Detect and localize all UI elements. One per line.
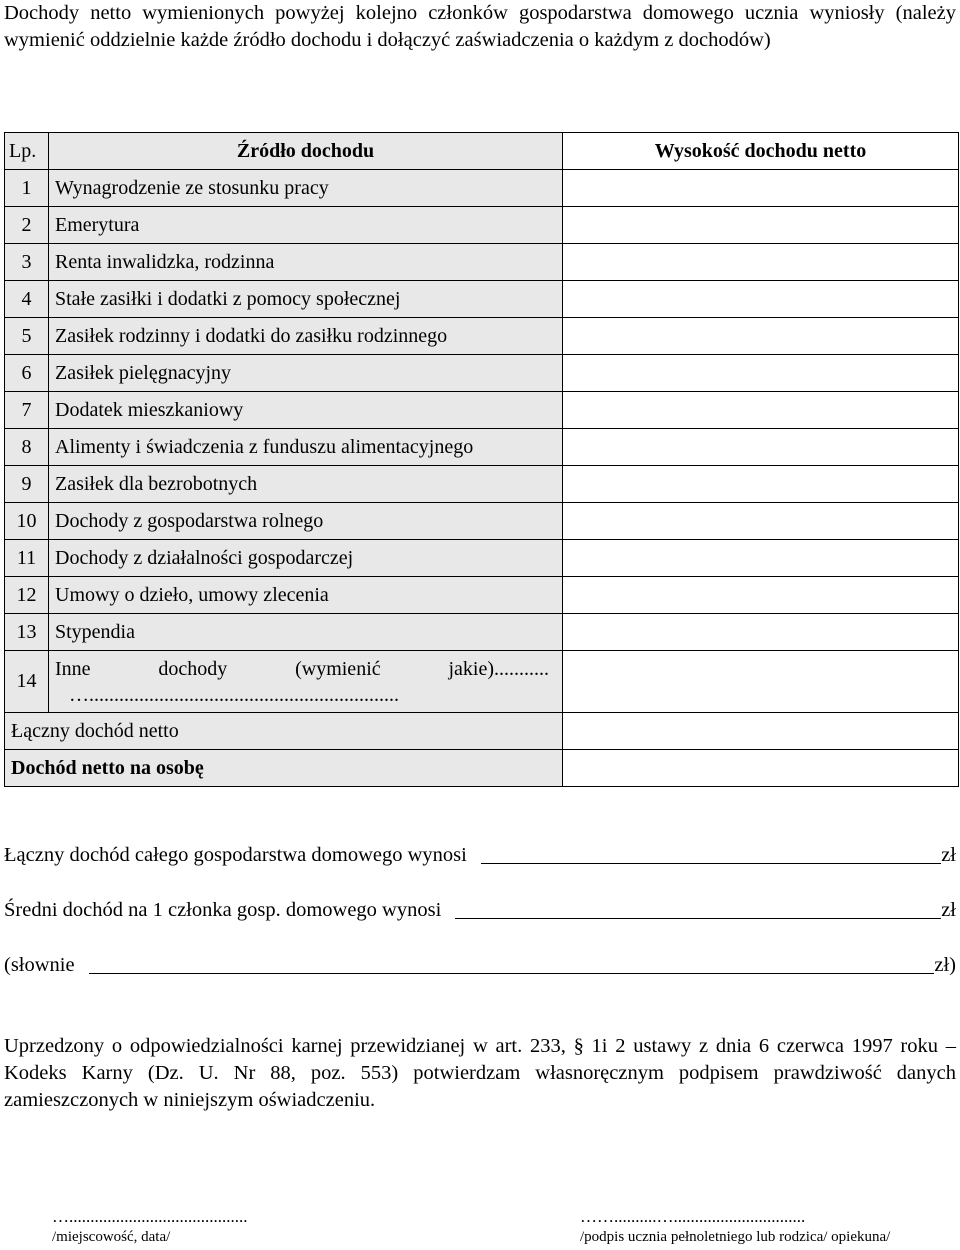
table-row: [5, 577, 959, 614]
header-source: Źródło dochodu: [49, 133, 563, 170]
row-number: 6: [5, 355, 49, 392]
row-source: Dodatek mieszkaniowy: [49, 392, 563, 429]
row-number: 12: [5, 577, 49, 614]
other-income-line: [55, 656, 549, 682]
row-number: 7: [5, 392, 49, 429]
row-number: 13: [5, 614, 49, 651]
row-number: 5: [5, 318, 49, 355]
table-row: [5, 355, 959, 392]
row-source: Stypendia: [49, 614, 563, 651]
row-number: 8: [5, 429, 49, 466]
table-header-row: [5, 133, 959, 170]
row-number: 9: [5, 466, 49, 503]
header-amount: Wysokość dochodu netto: [563, 133, 959, 170]
in-words-label: (słownie: [4, 954, 75, 976]
row-number: 10: [5, 503, 49, 540]
total-net-label: Łączny dochód netto: [5, 713, 563, 750]
other-word: Inne: [55, 657, 91, 680]
header-lp: Lp.: [5, 133, 49, 170]
total-net-field[interactable]: [563, 713, 959, 750]
row-amount-field[interactable]: [563, 466, 959, 503]
row-amount-field[interactable]: [563, 318, 959, 355]
row-amount-field[interactable]: [563, 281, 959, 318]
row-amount-field[interactable]: [563, 540, 959, 577]
other-word: dochody: [158, 657, 228, 680]
other-income-dots: …..............................................................: [69, 683, 399, 706]
table-row: [5, 466, 959, 503]
per-member-label: Średni dochód na 1 członka gosp. domowego wynosi: [4, 899, 442, 921]
table-row: [5, 540, 959, 577]
household-total-label: Łączny dochód całego gospodarstwa domowego wynosi: [4, 844, 467, 866]
place-date-dots[interactable]: …..........................................: [52, 1207, 248, 1226]
row-source: Dochody z działalności gospodarczej: [49, 540, 563, 577]
in-words-unit: zł): [934, 954, 956, 976]
table-row: [5, 392, 959, 429]
row-number: 4: [5, 281, 49, 318]
table-row: [5, 207, 959, 244]
row-number: 11: [5, 540, 49, 577]
other-word: jakie)...........: [448, 657, 549, 680]
row-amount-field[interactable]: [563, 392, 959, 429]
row-source: Umowy o dzieło, umowy zlecenia: [49, 577, 563, 614]
signature-dots[interactable]: ……..........…...............................: [580, 1207, 806, 1226]
row-number: 14: [5, 651, 49, 713]
other-word: (wymienić: [295, 657, 381, 680]
signature-caption: /podpis ucznia pełnoletniego lub rodzica/ opiekuna/: [580, 1229, 891, 1245]
table-row-other: [5, 651, 959, 713]
row-amount-field[interactable]: [563, 429, 959, 466]
row-source: Zasiłek dla bezrobotnych: [49, 466, 563, 503]
in-words-field[interactable]: [89, 953, 935, 974]
row-amount-field[interactable]: [563, 170, 959, 207]
row-source: Zasiłek pielęgnacyjny: [49, 355, 563, 392]
table-row-total: [5, 713, 959, 750]
row-source: Emerytura: [49, 207, 563, 244]
intro-text: Dochody netto wymienionych powyżej kolejno członków gospodarstwa domowego ucznia wyniosły (należy wymienić oddzielnie każde źródło dochodu i dołączyć zaświadczenia o każdym z dochodów): [4, 2, 956, 51]
table-row: [5, 429, 959, 466]
table-row-per-person: [5, 750, 959, 787]
intro-paragraph: [4, 0, 956, 54]
row-source: Wynagrodzenie ze stosunku pracy: [49, 170, 563, 207]
declaration-paragraph: [4, 1033, 956, 1114]
in-words-line: [4, 952, 956, 978]
row-amount-field[interactable]: [563, 577, 959, 614]
table-row: [5, 281, 959, 318]
row-number: 2: [5, 207, 49, 244]
row-source: Renta inwalidzka, rodzinna: [49, 244, 563, 281]
row-source: Zasiłek rodzinny i dodatki do zasiłku rodzinnego: [49, 318, 563, 355]
per-person-field[interactable]: [563, 750, 959, 787]
table-row: [5, 244, 959, 281]
table-row: [5, 614, 959, 651]
row-number: 1: [5, 170, 49, 207]
row-source: Stałe zasiłki i dodatki z pomocy społecznej: [49, 281, 563, 318]
income-table: [4, 132, 959, 787]
row-amount-field[interactable]: [563, 614, 959, 651]
table-row: [5, 503, 959, 540]
row-amount-field[interactable]: [563, 651, 959, 713]
declaration-text: Uprzedzony o odpowiedzialności karnej przewidzianej w art. 233, § 1i 2 ustawy z dnia 6 czerwca 1997 roku – Kodeks Karny (Dz. U. Nr 88, poz. 553) potwierdzam własnoręcznym podpisem prawdziwość danych zamieszczonych w niniejszym oświadczeniu.: [4, 1035, 956, 1111]
per-person-label: Dochód netto na osobę: [5, 750, 563, 787]
row-amount-field[interactable]: [563, 244, 959, 281]
table-row: [5, 170, 959, 207]
row-number: 3: [5, 244, 49, 281]
per-member-line: [4, 897, 956, 923]
row-source: Dochody z gospodarstwa rolnego: [49, 503, 563, 540]
household-total-unit: zł: [941, 844, 956, 866]
household-total-field[interactable]: [481, 843, 941, 864]
row-source-other: [49, 651, 563, 713]
row-amount-field[interactable]: [563, 355, 959, 392]
per-member-field[interactable]: [455, 898, 941, 919]
household-total-line: [4, 842, 956, 868]
row-source: Alimenty i świadczenia z funduszu alimentacyjnego: [49, 429, 563, 466]
table-row: [5, 318, 959, 355]
per-member-unit: zł: [941, 899, 956, 921]
place-date-caption: /miejscowość, data/: [52, 1229, 171, 1245]
row-amount-field[interactable]: [563, 207, 959, 244]
row-amount-field[interactable]: [563, 503, 959, 540]
